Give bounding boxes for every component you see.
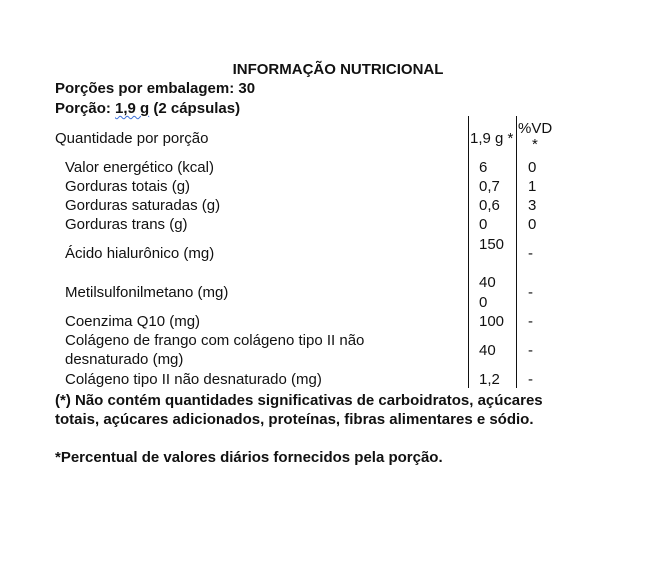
nutrient-vd: 1	[528, 178, 537, 195]
nutrient-name: Valor energético (kcal)	[65, 159, 214, 176]
serving-amount: 1,9 g	[115, 100, 150, 117]
nutrient-amount: 0	[479, 294, 488, 311]
serving-label: Porção:	[55, 100, 116, 117]
nutrient-vd: -	[528, 371, 533, 388]
nutrient-name: Gorduras saturadas (g)	[65, 197, 221, 214]
nutrient-amount: 0	[479, 216, 488, 233]
nutrient-amount: 100	[479, 313, 505, 330]
serving-column-header: 1,9 g *	[470, 130, 514, 147]
nutrient-vd: 3	[528, 197, 537, 214]
table-divider-right	[516, 116, 517, 388]
nutrient-amount: 0,7	[479, 178, 500, 195]
nutrient-name: Gorduras trans (g)	[65, 216, 188, 233]
vd-column-star: *	[532, 136, 538, 153]
nutrient-amount: 0,6	[479, 197, 500, 214]
nutrient-amount: 40	[479, 274, 496, 291]
quantity-per-serving-label: Quantidade por porção	[55, 130, 209, 147]
nutrient-name: Colágeno tipo II não desnaturado (mg)	[65, 371, 322, 388]
footnote-vd: *Percentual de valores diários fornecidos pela porção.	[55, 449, 443, 466]
serving-capsules: (2 cápsulas)	[149, 100, 241, 117]
nutrient-name: Gorduras totais (g)	[65, 178, 191, 195]
nutrient-amount: 6	[479, 159, 488, 176]
serving-size	[55, 100, 240, 117]
nutrient-vd: 0	[528, 216, 537, 233]
nutrition-title: INFORMAÇÃO NUTRICIONAL	[232, 61, 444, 78]
nutrient-name: Coenzima Q10 (mg)	[65, 313, 201, 330]
nutrient-name: Metilsulfonilmetano (mg)	[65, 284, 229, 301]
nutrient-name: Colágeno de frango com colágeno tipo II não	[65, 332, 365, 349]
nutrient-name: desnaturado (mg)	[65, 351, 184, 368]
footnote-line: totais, açúcares adicionados, proteínas, fibras alimentares e sódio.	[55, 411, 534, 428]
servings-per-package: Porções por embalagem: 30	[55, 80, 256, 97]
footnote-line: (*) Não contém quantidades significativas de carboidratos, açúcares	[55, 392, 543, 409]
nutrient-vd: -	[528, 284, 533, 301]
nutrient-vd: -	[528, 342, 533, 359]
vd-column-header: %VD	[518, 120, 553, 137]
nutrient-vd: 0	[528, 159, 537, 176]
nutrient-vd: -	[528, 245, 533, 262]
footnote-not-significant	[55, 391, 615, 429]
nutrient-amount: 1,2	[479, 371, 500, 388]
nutrient-amount: 40	[479, 342, 496, 359]
table-divider-left	[468, 116, 469, 388]
nutrient-name: Ácido hialurônico (mg)	[65, 245, 215, 262]
nutrient-amount: 150	[479, 236, 505, 253]
nutrient-vd: -	[528, 313, 533, 330]
